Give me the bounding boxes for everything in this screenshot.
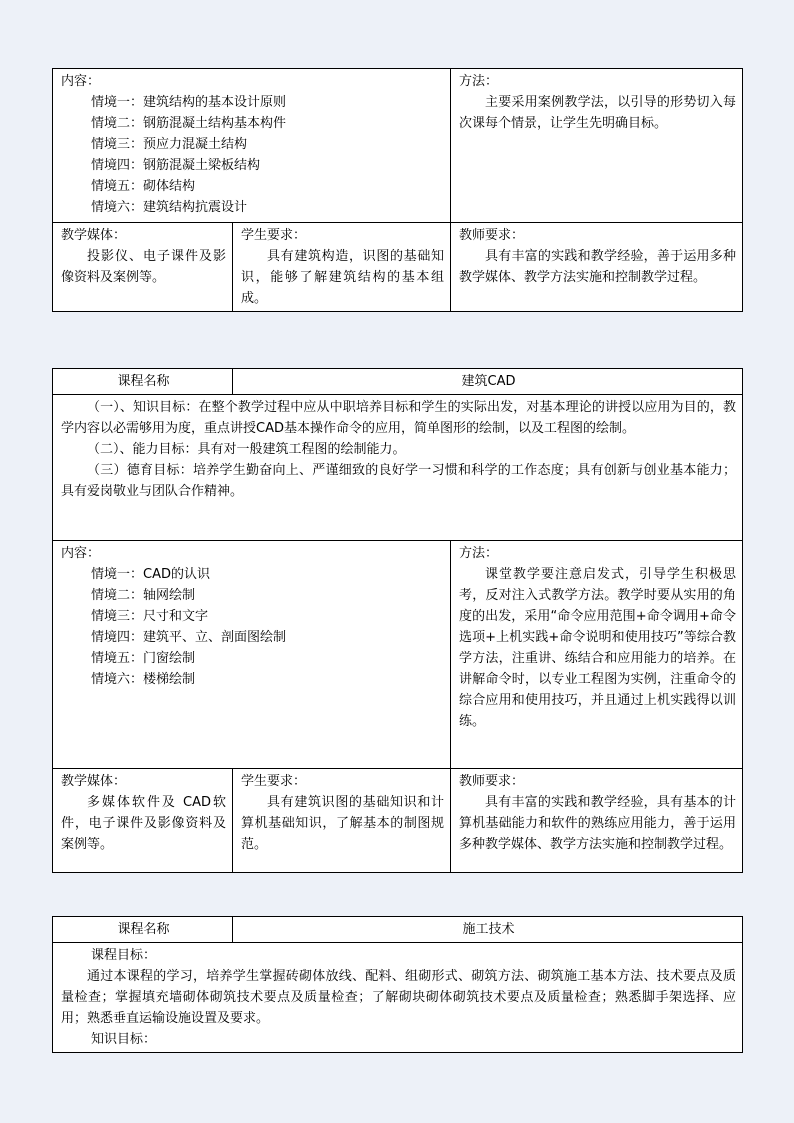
goals-cell <box>53 943 743 1053</box>
media-text: 投影仪、电子课件及影像资料及案例等。 <box>61 249 226 285</box>
list-item: 情境一：CAD的认识 <box>91 567 210 582</box>
method-label: 方法： <box>459 546 499 561</box>
teacher-label: 教师要求： <box>459 228 525 243</box>
student-label: 学生要求： <box>241 228 307 243</box>
list-item: 情境六：建筑结构抗震设计 <box>91 200 248 215</box>
course-table-cad <box>52 368 743 873</box>
list-item: 情境五：门窗绘制 <box>91 651 196 666</box>
method-cell <box>451 541 743 769</box>
method-text: 主要采用案例教学法，以引导的形势切入每次课每个情景，让学生先明确目标。 <box>459 95 737 131</box>
course-name-label: 课程名称 <box>53 369 233 395</box>
moral-goal: （三）德育目标：培养学生勤奋向上、严谨细致的良好学一习惯和科学的工作态度；具有创新与创业基本能力；具有爱岗敬业与团队合作精神。 <box>61 463 737 499</box>
knowledge-label: 知识目标： <box>91 1032 157 1047</box>
list-item: 情境一：建筑结构的基本设计原则 <box>91 95 287 110</box>
media-label: 教学媒体： <box>61 228 127 243</box>
student-text: 具有建筑识图的基础知识和计算机基础知识，了解基本的制图规范。 <box>241 795 444 852</box>
method-cell <box>451 69 743 223</box>
content-label: 内容： <box>61 74 101 89</box>
goals-cell <box>53 395 743 541</box>
content-cell <box>53 69 451 223</box>
student-label: 学生要求： <box>241 774 307 789</box>
student-cell <box>233 223 451 312</box>
media-cell <box>53 769 233 873</box>
course-name-value: 建筑CAD <box>233 369 743 395</box>
teacher-text: 具有丰富的实践和教学经验，善于运用多种教学媒体、教学方法实施和控制教学过程。 <box>459 249 737 285</box>
course-table-construction <box>52 916 743 1053</box>
ability-goal: （二）、能力目标：具有对一般建筑工程图的绘制能力。 <box>87 442 406 457</box>
list-item: 情境三：尺寸和文字 <box>91 609 209 624</box>
student-text: 具有建筑构造，识图的基础知识，能够了解建筑结构的基本组成。 <box>241 249 445 306</box>
teacher-cell <box>451 769 743 873</box>
course-name-label: 课程名称 <box>53 917 233 943</box>
list-item: 情境二：钢筋混凝土结构基本构件 <box>91 116 287 131</box>
method-text: 课堂教学要注意启发式，引导学生积极思考，反对注入式教学方法。教学时要从实用的角度的出发，采用“命令应用范围+命令调用+命令选项+上机实践+命令说明和使用技巧”等综合教学方法，注重讲、练结合和应用能力的培养。在讲解命令时，以专业工程图为实例，注重命令的综合应用和使用技巧，并且通过上机实践得以训练。 <box>459 567 737 729</box>
media-cell <box>53 223 233 312</box>
situation-list <box>61 564 444 690</box>
list-item: 情境三：预应力混凝土结构 <box>91 137 248 152</box>
teacher-text: 具有丰富的实践和教学经验，具有基本的计算机基础能力和软件的熟练应用能力，善于运用多种教学媒体、教学方法实施和控制教学过程。 <box>459 795 737 852</box>
media-label: 教学媒体： <box>61 774 127 789</box>
student-cell <box>233 769 451 873</box>
content-cell <box>53 541 451 769</box>
list-item: 情境五：砌体结构 <box>91 179 196 194</box>
list-item: 情境二：轴网绘制 <box>91 588 196 603</box>
goal-label: 课程目标： <box>91 948 157 963</box>
knowledge-goal: （一）、知识目标：在整个教学过程中应从中职培养目标和学生的实际出发，对基本理论的讲授以应用为目的，教学内容以必需够用为度，重点讲授CAD基本操作命令的应用，简单图形的绘制，以及工程图的绘制。 <box>61 400 737 436</box>
teacher-cell <box>451 223 743 312</box>
course-name-value: 施工技术 <box>233 917 743 943</box>
goal-text: 通过本课程的学习，培养学生掌握砖砌体放线、配料、组砌形式、砌筑方法、砌筑施工基本方法、技术要点及质量检查；掌握填充墙砌体砌筑技术要点及质量检查；了解砌块砌体砌筑技术要点及质量检查；熟悉脚手架选择、应用；熟悉垂直运输设施设置及要求。 <box>61 969 737 1026</box>
teacher-label: 教师要求： <box>459 774 525 789</box>
content-label: 内容： <box>61 546 101 561</box>
list-item: 情境四：钢筋混凝土梁板结构 <box>91 158 261 173</box>
media-text: 多媒体软件及 CAD软件，电子课件及影像资料及案例等。 <box>61 795 226 852</box>
list-item: 情境六：楼梯绘制 <box>91 672 196 687</box>
method-label: 方法： <box>459 74 499 89</box>
situation-list <box>61 92 444 218</box>
course-table-structure <box>52 68 743 312</box>
list-item: 情境四：建筑平、立、剖面图绘制 <box>91 630 287 645</box>
